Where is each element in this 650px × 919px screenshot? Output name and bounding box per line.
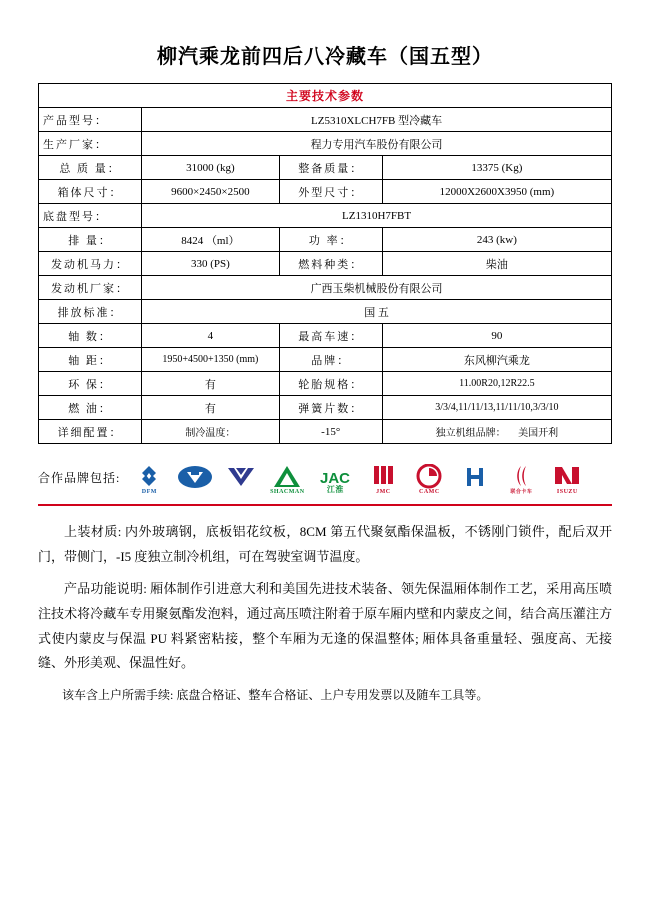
table-row: [39, 420, 612, 444]
row-value-cooling-temp: -15°: [279, 420, 382, 444]
paragraph-documents: 该车含上户所需手续: 底盘合格证、整车合格证、上户专用发票以及随车工具等。: [62, 688, 489, 703]
row-label-max-speed: 最高车速：: [279, 324, 382, 348]
camc-caption: CAMC: [419, 489, 440, 495]
row-value-engine-maker: 广西玉柴机械股份有限公司: [142, 276, 612, 300]
row-value-unit-brand: [382, 420, 611, 444]
paragraph-function: 产品功能说明: 厢体制作引进意大利和美国先进技术装备、领先保温厢体制作工艺，采用高压喷注技术将冷藏车专用聚氨酯发泡料，通过高压喷注附着于原车厢内壁和内蒙皮之间，结合高压灌注方式使内蒙皮与保温 PU 料紧密粘接，整个车厢为无逢的保温整体; 厢体具备重量轻、强度高、无接缝、外形美观、保温性好。: [38, 581, 612, 671]
row-value-gross-mass: 31000 (kg): [142, 156, 280, 180]
unit-brand-value: 美国开利: [518, 428, 559, 439]
partner-brands-label: 合作品牌包括:: [38, 470, 121, 485]
row-label-axle-count: 轴 数：: [39, 324, 142, 348]
camc-logo: [408, 460, 450, 494]
row-value-box-size: 9600×2450×2500: [142, 180, 280, 204]
row-label-manufacturer: 生产厂家：: [39, 132, 142, 156]
row-label-environmental: 环 保：: [39, 372, 142, 396]
table-row: [39, 396, 612, 420]
row-label-displacement: 排 量：: [39, 228, 142, 252]
row-label-box-size: 箱体尺寸：: [39, 180, 142, 204]
sinotruk-logo: [454, 460, 496, 494]
cooling-temp-label: 制冷温度：: [185, 428, 236, 439]
row-value-wheelbase: 1950+4500+1350 (mm): [142, 348, 280, 372]
row-value-chassis-model: LZ1310H7FBT: [142, 204, 612, 228]
row-value-horsepower: 330 (PS): [142, 252, 280, 276]
row-label-wheelbase: 轴 距：: [39, 348, 142, 372]
row-label-brand: 品牌：: [279, 348, 382, 372]
table-row: [39, 204, 612, 228]
row-value-axle-count: 4: [142, 324, 280, 348]
row-value-manufacturer: 程力专用汽车股份有限公司: [142, 132, 612, 156]
row-value-fuel: 有: [142, 396, 280, 420]
row-label-model: 产品型号：: [39, 108, 142, 132]
row-value-overall-size: 12000X2600X3950 (mm): [382, 180, 611, 204]
row-value-cooling-temp-label: [142, 420, 280, 444]
row-value-max-speed: 90: [382, 324, 611, 348]
row-value-fuel-type: 柴油: [382, 252, 611, 276]
dongfeng-caption: DFM: [141, 489, 157, 495]
shacman-logo: [266, 460, 308, 494]
row-label-engine-maker: 发动机厂家：: [39, 276, 142, 300]
row-value-brand: 东风柳汽乘龙: [382, 348, 611, 372]
isuzu-caption: ISUZU: [556, 489, 578, 495]
paragraph-materials: 上装材质: 内外玻璃钢，底板铝花纹板，8CM 第五代聚氨酯保温板，不锈刚门锁件，配后双开门，带侧门，-I5 度独立制冷机组，可在驾驶室调节温度。: [38, 524, 612, 564]
chenglong-caption: 联合卡车: [510, 490, 533, 495]
table-row: [39, 348, 612, 372]
isuzu-logo: [546, 460, 588, 494]
partner-brands-row: [38, 460, 612, 494]
shacman-caption: SHACMAN: [270, 489, 305, 495]
table-row: [39, 324, 612, 348]
row-label-chassis-model: 底盘型号：: [39, 204, 142, 228]
row-label-tire-spec: 轮胎规格：: [279, 372, 382, 396]
section-divider: [38, 504, 612, 506]
dongfeng-logo: [128, 460, 170, 494]
table-row: [39, 228, 612, 252]
table-row: [39, 252, 612, 276]
row-value-environmental: 有: [142, 372, 280, 396]
table-row: [39, 180, 612, 204]
table-row: [39, 276, 612, 300]
page-title: 柳汽乘龙前四后八冷藏车（国五型）: [157, 46, 493, 68]
jmc-caption: JMC: [376, 489, 391, 495]
chenglong-logo: [500, 460, 542, 494]
row-label-horsepower: 发动机马力：: [39, 252, 142, 276]
jac-caption: 江淮: [326, 485, 344, 494]
row-value-tire-spec: 11.00R20,12R22.5: [382, 372, 611, 396]
row-label-spring-leaves: 弹簧片数：: [279, 396, 382, 420]
table-row: [39, 132, 612, 156]
svg-text:JAC: JAC: [320, 470, 351, 485]
row-value-model: LZ5310XLCH7FB 型冷藏车: [142, 108, 612, 132]
row-label-power: 功 率：: [279, 228, 382, 252]
row-value-displacement: 8424 （ml）: [142, 228, 280, 252]
row-label-fuel: 燃 油：: [39, 396, 142, 420]
row-value-spring-leaves: 3/3/4,11/11/13,11/11/10,3/3/10: [382, 396, 611, 420]
row-label-overall-size: 外型尺寸：: [279, 180, 382, 204]
row-value-emission-standard: 国 五: [142, 300, 612, 324]
foton-logo: [220, 460, 262, 494]
table-header-cell: 主要技术参数: [39, 84, 612, 108]
row-label-emission-standard: 排放标准：: [39, 300, 142, 324]
table-row: [39, 84, 612, 108]
faw-logo: [174, 460, 216, 494]
row-label-curb-mass: 整备质量：: [279, 156, 382, 180]
row-label-detail-config: 详细配置：: [39, 420, 142, 444]
row-label-fuel-type: 燃料种类：: [279, 252, 382, 276]
row-label-gross-mass: 总 质 量：: [39, 156, 142, 180]
row-value-curb-mass: 13375 (Kg): [382, 156, 611, 180]
unit-brand-label: 独立机组品牌：: [435, 428, 506, 439]
specifications-table: [38, 83, 612, 444]
table-row: [39, 372, 612, 396]
table-row: [39, 156, 612, 180]
jmc-logo: [362, 460, 404, 494]
jac-logo: [312, 460, 358, 494]
row-value-power: 243 (kw): [382, 228, 611, 252]
table-row: [39, 300, 612, 324]
table-row: [39, 108, 612, 132]
